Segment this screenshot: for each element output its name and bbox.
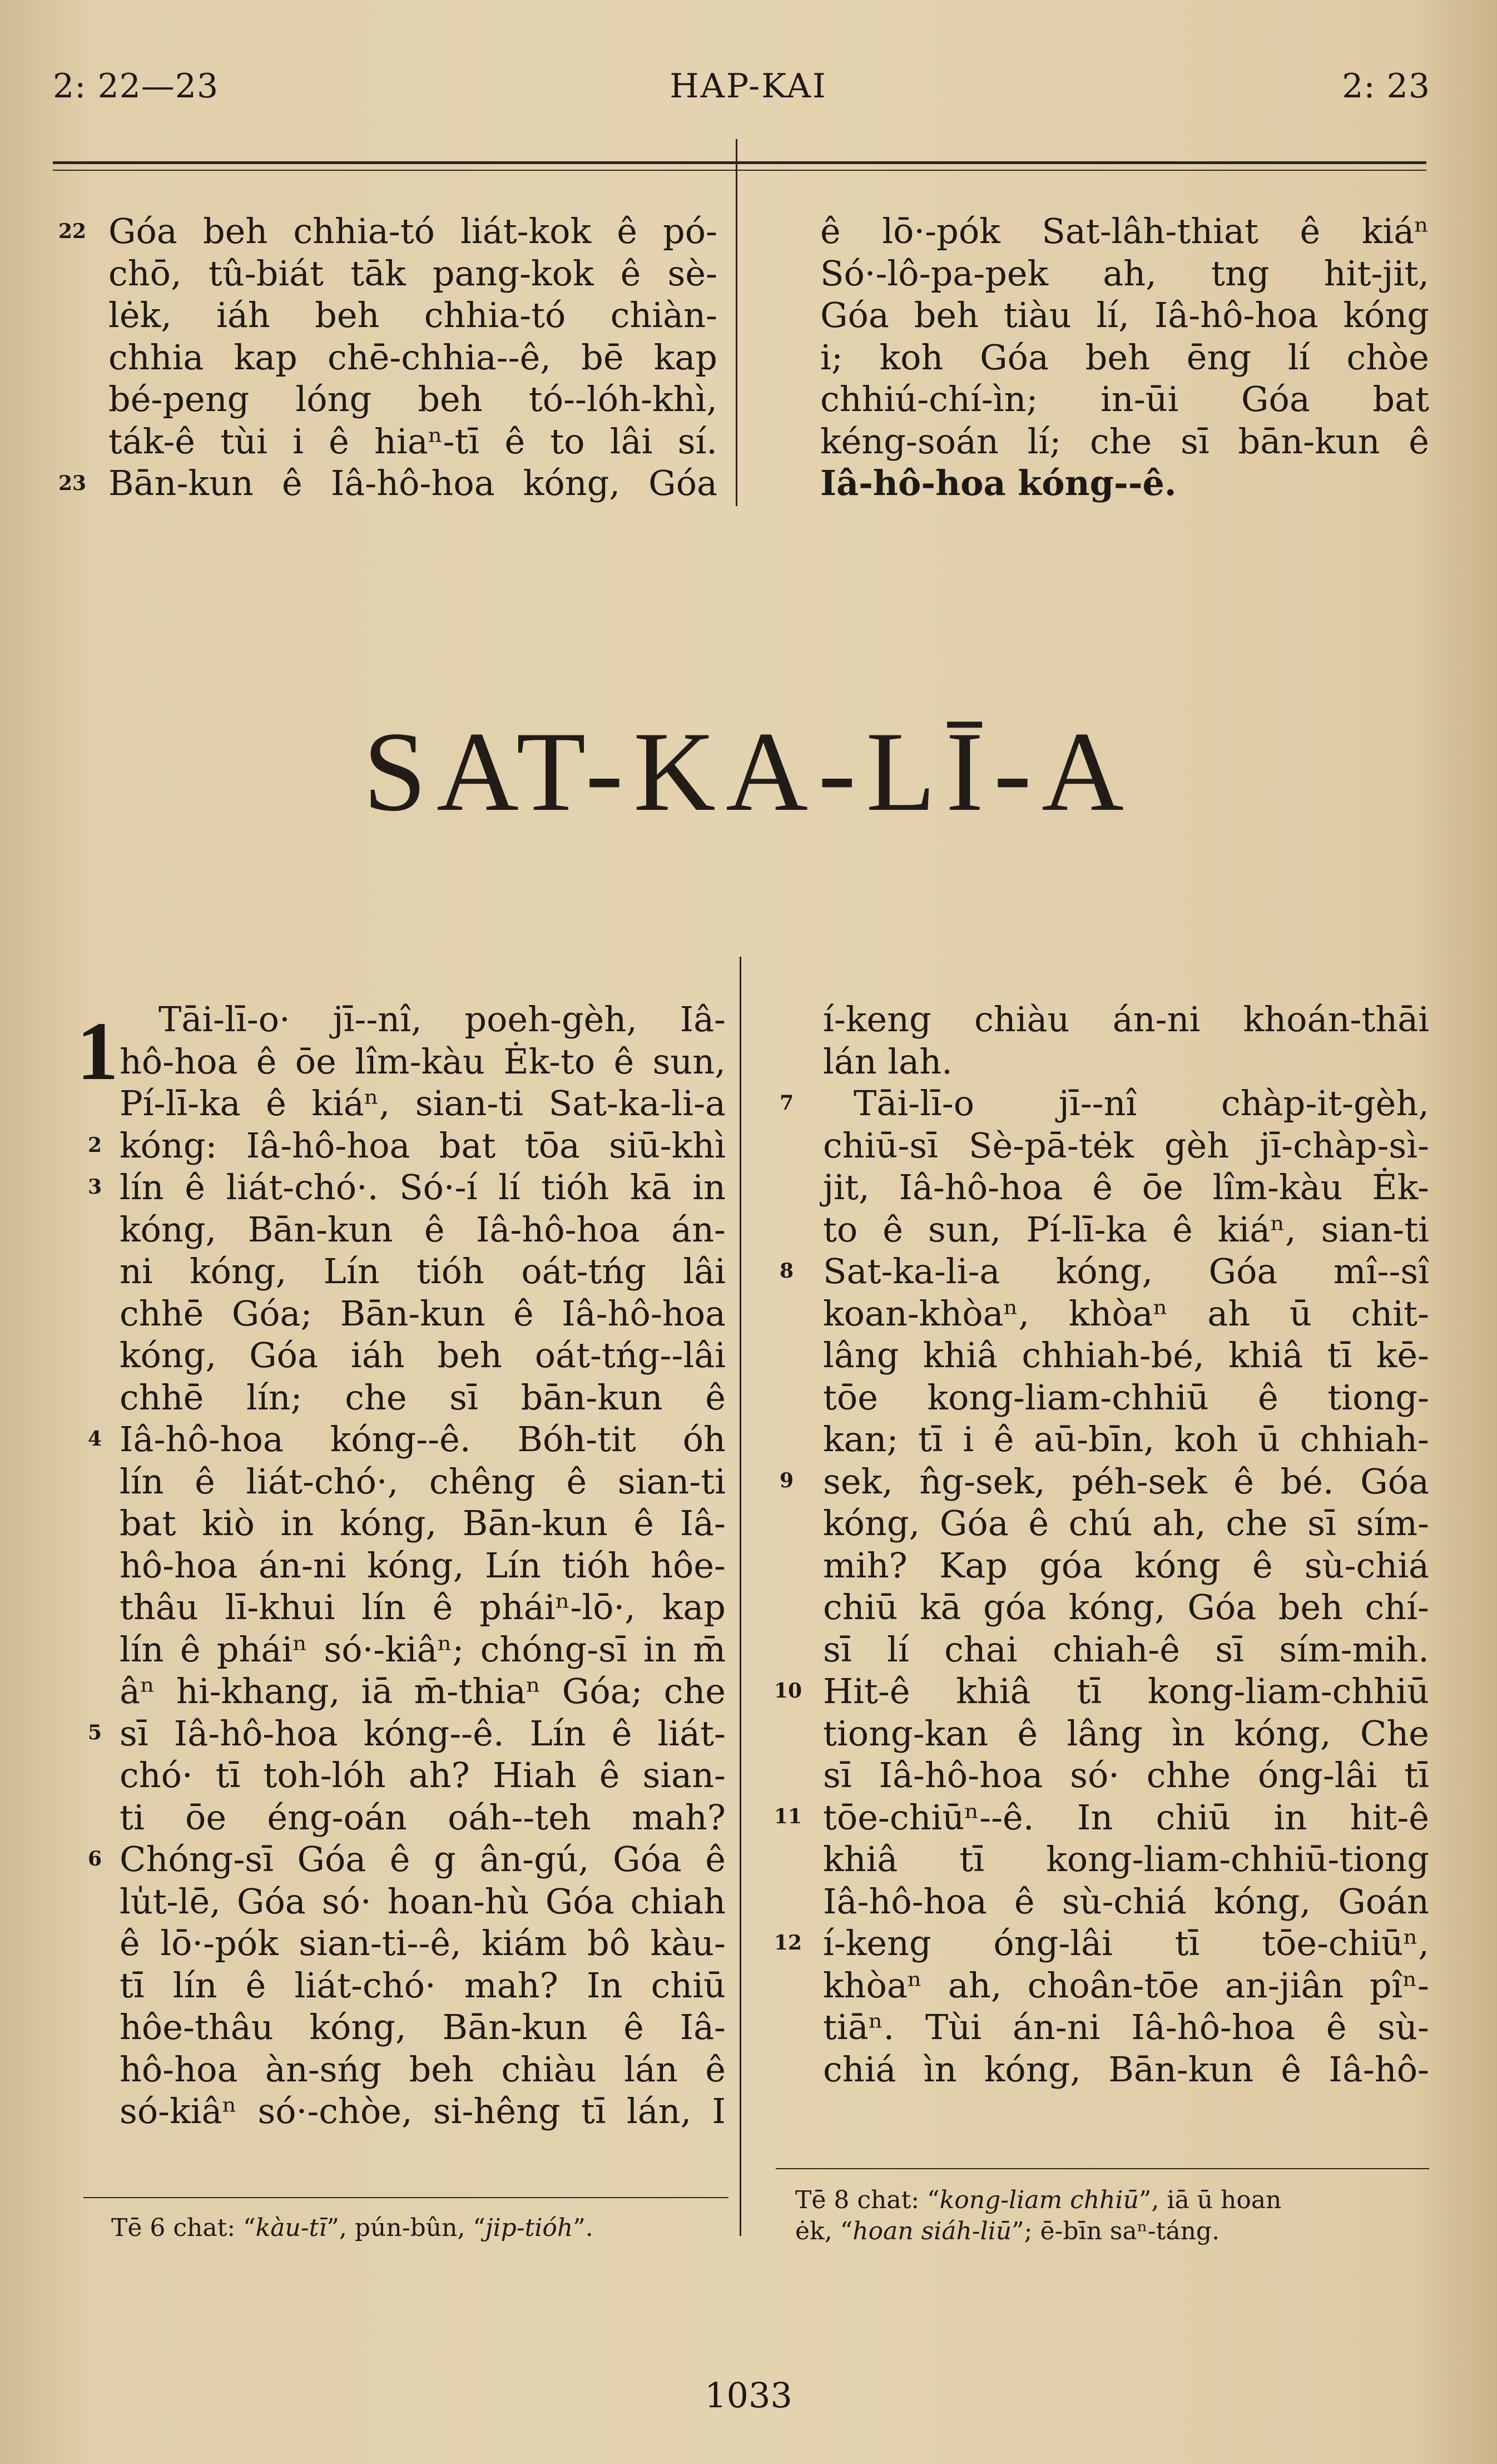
text-line: lán lah. xyxy=(823,1041,953,1082)
header-rule-thin xyxy=(53,170,1426,171)
text-line: Iâ-hô-hoa kóng--ê. xyxy=(820,463,1177,503)
text-line: tōe-chiūⁿ--ê. In chiū in hit-ê xyxy=(823,1797,1429,1838)
text-line: Sat-ka-li-a kóng, Góa mî--sî xyxy=(823,1251,1429,1292)
header-book-title: HAP-KAI xyxy=(670,67,827,106)
footnote-right xyxy=(795,2185,1281,2247)
text-line: tōe kong-liam-chhiū ê tiong- xyxy=(823,1377,1429,1418)
footnote-text: . xyxy=(585,2214,593,2242)
verse-number: 6 xyxy=(88,1847,102,1871)
text-line: Iâ-hô-hoa kóng--ê. Bóh-tit óh xyxy=(120,1419,726,1459)
text-line: ti ōe éng-oán oáh--teh mah? xyxy=(120,1797,726,1838)
text-line: tiāⁿ. Tùi án-ni Iâ-hô-hoa ê sù- xyxy=(823,2007,1429,2047)
footnote-quote: kong-liam chhiū xyxy=(939,2186,1139,2214)
text-line: chhia kap chē-chhia--ê, bē kap xyxy=(108,337,717,378)
text-line: khòaⁿ ah, choân-tōe an-jiân pîⁿ- xyxy=(823,1965,1429,2006)
text-line: âⁿ hi-khang, iā m̄-thiaⁿ Góa; che xyxy=(120,1671,726,1711)
verse-number: 9 xyxy=(780,1469,794,1492)
text-line: kan; tī i ê aū-bīn, koh ū chhiah- xyxy=(823,1419,1429,1459)
verse-number: 2 xyxy=(88,1134,102,1157)
footnote-line: Tē 8 chat: “kong-liam chhiū”, iā ū hoan xyxy=(795,2186,1282,2214)
page-number: 1033 xyxy=(705,2375,792,2416)
text-line: kóng, Góa ê chú ah, che sī sím- xyxy=(823,1503,1429,1543)
text-line: Chóng-sī Góa ê g ân-gú, Góa ê xyxy=(120,1839,726,1879)
text-line: ták-ê tùi i ê hiaⁿ-tī ê to lâi sí. xyxy=(108,420,717,462)
text-line: chiū-sī Sè-pā-tėk gèh jī-chàp-sì- xyxy=(823,1125,1429,1166)
text-line: to ê sun, Pí-lī-ka ê kiáⁿ, sian-ti xyxy=(823,1209,1429,1250)
text-line: sī lí chai chiah-ê sī sím-mih. xyxy=(823,1629,1429,1670)
text-line: Tāi-lī-o· jī--nî, poeh-gèh, Iâ- xyxy=(158,999,726,1040)
footnote-line: ėk, “hoan siáh-liū”; ē-bīn saⁿ-táng. xyxy=(795,2217,1220,2245)
text-line: lín ê liát-chó·, chêng ê sian-ti xyxy=(120,1461,726,1502)
verse-number: 8 xyxy=(780,1259,794,1283)
header-verse-ref-left: 2: 22—23 xyxy=(53,67,219,106)
text-line: bé-peng lóng beh tó--lóh-khì, xyxy=(108,379,717,419)
text-line: chhē Góa; Bān-kun ê Iâ-hô-hoa xyxy=(120,1293,726,1334)
text-line: Iâ-hô-hoa ê sù-chiá kóng, Goán xyxy=(823,1881,1429,1922)
footnote-text: ; ē-bīn saⁿ-táng. xyxy=(1024,2217,1220,2245)
text-line: sī Iâ-hô-hoa kóng--ê. Lín ê liát- xyxy=(120,1713,726,1754)
column-divider-top xyxy=(736,139,737,506)
text-line: chó· tī toh-lóh ah? Hiah ê sian- xyxy=(120,1755,726,1795)
footnote-quote: jip-tióh xyxy=(485,2214,573,2242)
text-line: kóng, Góa iáh beh oát-tńg--lâi xyxy=(120,1335,726,1376)
footnote-rule-right xyxy=(776,2168,1429,2169)
verse-number: 5 xyxy=(88,1721,102,1744)
text-line: bat kiò in kóng, Bān-kun ê Iâ- xyxy=(120,1503,726,1543)
text-line: só-kiâⁿ só·-chòe, si-hêng tī lán, I xyxy=(120,2091,726,2131)
verse-number: 12 xyxy=(774,1931,802,1955)
footnote-left: Tē 6 chat: “kàu-tī”, pún-bûn, “jip-tióh”. xyxy=(111,2214,593,2242)
text-line: tiong-kan ê lâng ìn kóng, Che xyxy=(823,1713,1429,1754)
verse-number: 7 xyxy=(780,1091,794,1115)
text-line: í-keng óng-lâi tī tōe-chiūⁿ, xyxy=(823,1923,1429,1963)
body-left-column xyxy=(120,998,726,2133)
verse-number: 11 xyxy=(774,1805,802,1828)
text-line: chhiú-chí-ìn; in-ūi Góa bat xyxy=(820,379,1429,419)
text-line: hôe-thâu kóng, Bān-kun ê Iâ- xyxy=(120,2007,726,2047)
footnote-text: , pún-bûn, xyxy=(339,2214,473,2242)
text-line: lín ê liát-chó·. Só·-í lí tióh kā in xyxy=(120,1167,726,1208)
text-line: kóng, Bān-kun ê Iâ-hô-hoa án- xyxy=(120,1209,726,1250)
top-left-column xyxy=(108,210,717,504)
text-line: chiá ìn kóng, Bān-kun ê Iâ-hô- xyxy=(823,2049,1429,2090)
text-line: Bān-kun ê Iâ-hô-hoa kóng, Góa xyxy=(108,463,717,503)
header-rule-thick xyxy=(53,161,1426,164)
text-line: hô-hoa àn-sńg beh chiàu lán ê xyxy=(120,2049,726,2090)
footnote-quote: kàu-tī xyxy=(255,2214,327,2242)
text-line: ê lō·-pók Sat-lâh-thiat ê kiáⁿ xyxy=(820,211,1429,251)
text-line: Góa beh chhia-tó liát-kok ê pó- xyxy=(108,211,717,251)
text-line: lâng khiâ chhiah-bé, khiâ tī kē- xyxy=(823,1335,1429,1376)
text-line: Góa beh tiàu lí, Iâ-hô-hoa kóng xyxy=(820,295,1429,335)
footnote-text: ėk, xyxy=(795,2217,840,2245)
text-line: Pí-lī-ka ê kiáⁿ, sian-ti Sat-ka-li-a xyxy=(120,1083,726,1124)
text-line: jit, Iâ-hô-hoa ê ōe lîm-kàu Ėk- xyxy=(823,1167,1429,1208)
text-line: koan-khòaⁿ, khòaⁿ ah ū chit- xyxy=(823,1293,1429,1334)
footnote-text: , iā ū hoan xyxy=(1151,2186,1282,2214)
text-line: kéng-soán lí; che sī bān-kun ê xyxy=(820,420,1429,462)
text-line: mih? Kap góa kóng ê sù-chiá xyxy=(823,1545,1429,1586)
text-line: hô-hoa án-ni kóng, Lín tióh hôe- xyxy=(120,1545,726,1586)
body-right-column xyxy=(823,998,1429,2090)
text-line: Hit-ê khiâ tī kong-liam-chhiū xyxy=(823,1671,1429,1711)
text-line: sek, n̂g-sek, péh-sek ê bé. Góa xyxy=(823,1461,1429,1502)
text-line: Só·-lô-pa-pek ah, tng hit-jit, xyxy=(820,253,1429,294)
text-line: Tāi-lī-o jī--nî chàp-it-gèh, xyxy=(854,1083,1429,1124)
text-line: ni kóng, Lín tióh oát-tńg lâi xyxy=(120,1251,726,1292)
text-line: hô-hoa ê ōe lîm-kàu Ėk-to ê sun, xyxy=(120,1041,726,1082)
text-line: khiâ tī kong-liam-chhiū-tiong xyxy=(823,1839,1429,1879)
text-line: í-keng chiàu án-ni khoán-thāi xyxy=(823,999,1429,1040)
text-line: chhē lín; che sī bān-kun ê xyxy=(120,1377,726,1418)
verse-number: 4 xyxy=(88,1427,102,1451)
text-line: chō, tû-biát tāk pang-kok ê sè- xyxy=(108,253,717,294)
header-verse-ref-right: 2: 23 xyxy=(1342,67,1430,106)
verse-number: 23 xyxy=(58,472,87,495)
text-line: ê lō·-pók sian-ti--ê, kiám bô kàu- xyxy=(120,1923,726,1963)
text-line: kóng: Iâ-hô-hoa bat tōa siū-khì xyxy=(120,1125,726,1166)
text-line: thâu lī-khui lín ê pháiⁿ-lō·, kap xyxy=(120,1587,726,1627)
text-line: lu̍t-lē, Góa só· hoan-hù Góa chiah xyxy=(120,1881,726,1922)
text-line: chiū kā góa kóng, Góa beh chí- xyxy=(823,1587,1429,1627)
column-divider-body xyxy=(740,957,741,2236)
book-heading: SAT-KA-LĪ-A xyxy=(363,709,1134,835)
text-line: sī Iâ-hô-hoa só· chhe óng-lâi tī xyxy=(823,1755,1429,1795)
chapter-number: 1 xyxy=(77,1005,118,1097)
footnote-label: Tē 8 chat: xyxy=(795,2186,920,2214)
footnote-quote: hoan siáh-liū xyxy=(852,2217,1012,2245)
verse-number: 22 xyxy=(58,220,87,243)
top-right-column xyxy=(820,210,1429,504)
text-line: lėk, iáh beh chhia-tó chiàn- xyxy=(108,295,717,335)
verse-number: 3 xyxy=(88,1175,102,1199)
text-line: tī lín ê liát-chó· mah? In chiū xyxy=(120,1965,726,2006)
footnote-label: Tē 6 chat: xyxy=(111,2214,236,2242)
verse-number: 10 xyxy=(774,1679,802,1703)
text-line: lín ê pháiⁿ só·-kiâⁿ; chóng-sī in m̄ xyxy=(120,1629,726,1670)
text-line: i; koh Góa beh ēng lí chòe xyxy=(820,337,1429,378)
footnote-rule-left xyxy=(83,2197,728,2198)
